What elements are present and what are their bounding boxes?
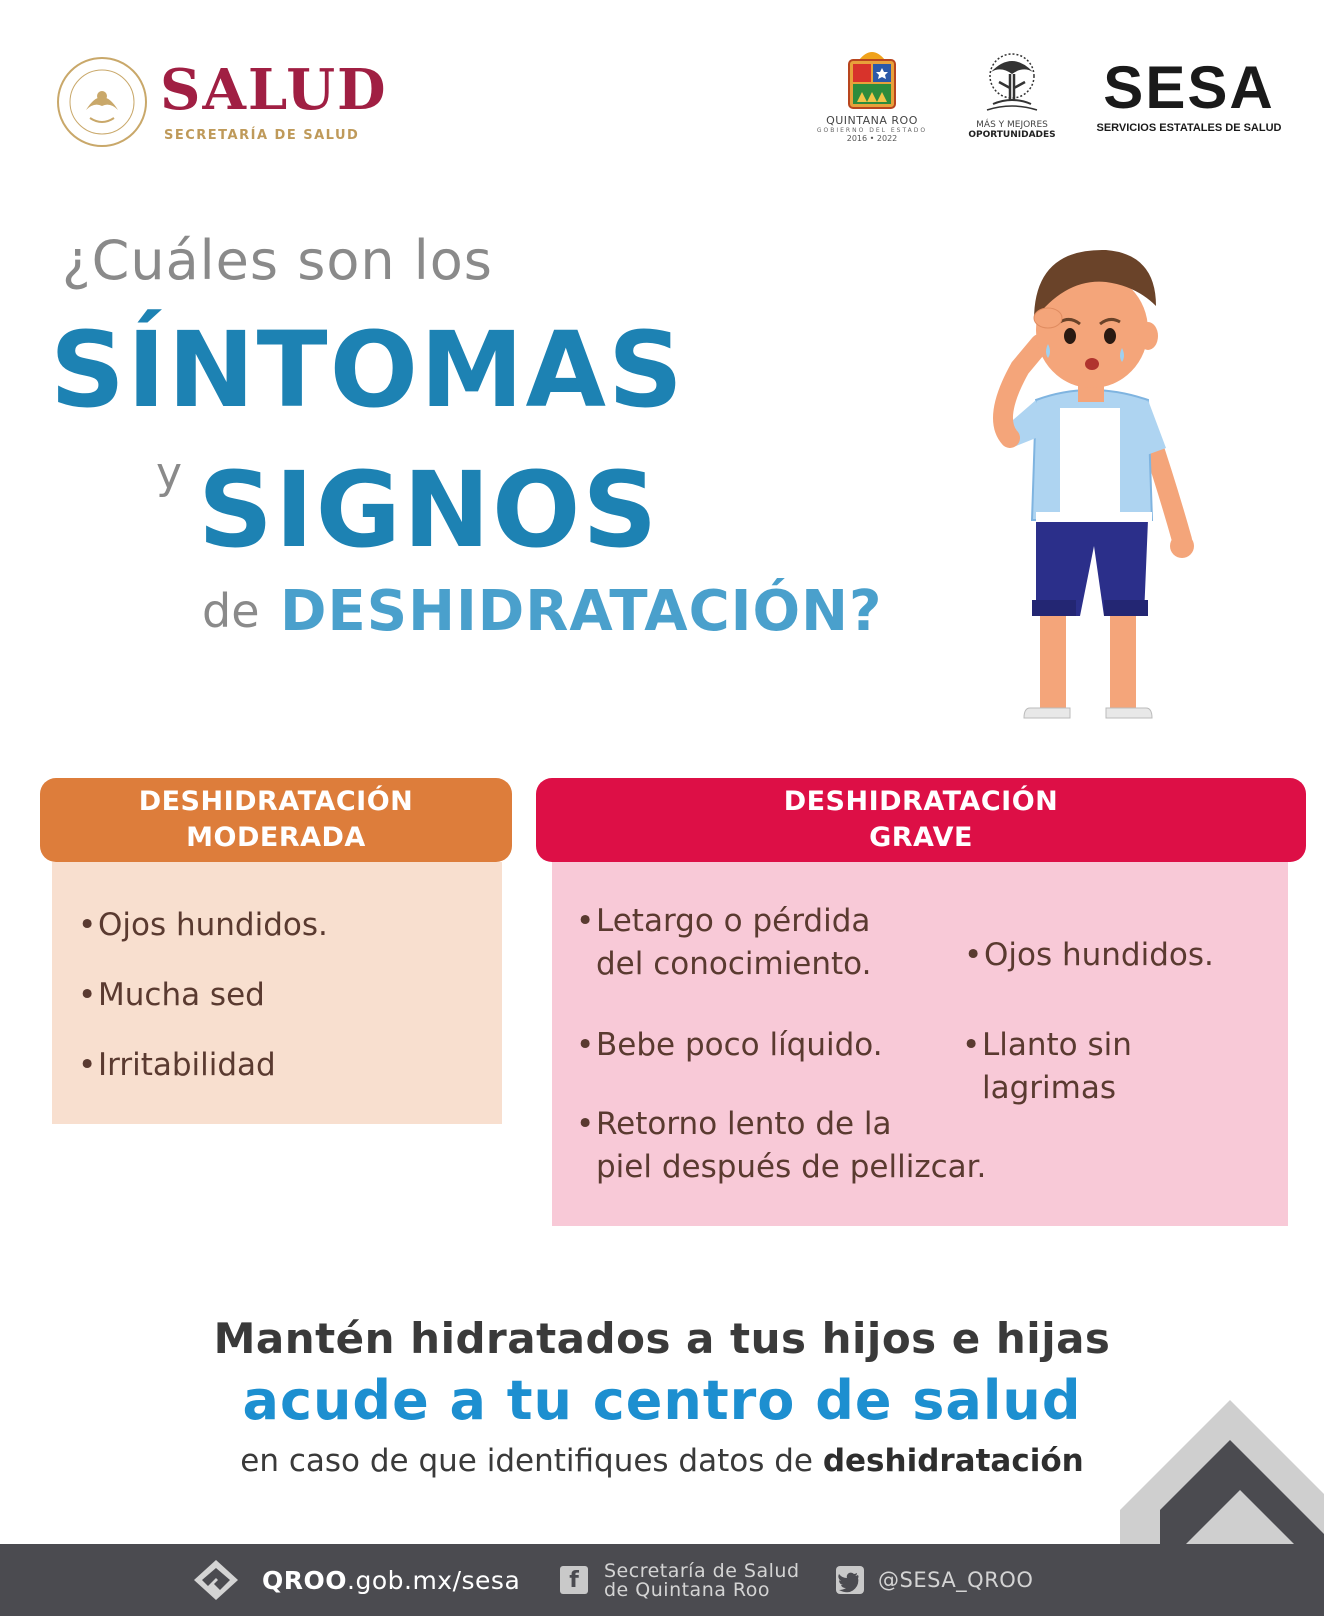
- title-question: ¿Cuáles son los: [62, 229, 493, 292]
- moderada-header-line1: DESHIDRATACIÓN: [138, 786, 414, 818]
- mexico-seal-icon: [56, 56, 148, 148]
- moderada-item: [78, 974, 265, 1017]
- facebook-line1: Secretaría de Salud: [604, 1560, 800, 1582]
- bullet: •: [962, 1027, 981, 1063]
- sesa-title: SESA: [1103, 54, 1275, 121]
- salud-logo: [56, 56, 396, 156]
- grave-item-text: Llanto sin: [982, 1027, 1132, 1063]
- grave-item: [964, 934, 1214, 977]
- mas-mejores-oportunidades-logo: [952, 48, 1072, 158]
- footer: [0, 1544, 1324, 1616]
- message-line3-bold: deshidratación: [822, 1443, 1084, 1479]
- facebook-line2: de Quintana Roo: [604, 1579, 771, 1601]
- grave-item-text: piel después de pellizcar.: [596, 1148, 987, 1185]
- qroo-footer-logo-icon: [194, 1560, 238, 1600]
- facebook-icon[interactable]: f: [560, 1566, 588, 1594]
- title-sintomas: SÍNTOMAS: [50, 309, 685, 431]
- message-line2: acude a tu centro de salud: [242, 1369, 1082, 1432]
- bullet: •: [964, 937, 983, 973]
- grave-item-text: lagrimas: [982, 1069, 1116, 1106]
- moderada-item-text: Irritabilidad: [98, 1047, 276, 1083]
- message-line3-prefix: en caso de que identifiques datos de: [240, 1443, 813, 1479]
- salud-subtitle: SECRETARÍA DE SALUD: [164, 128, 360, 143]
- grave-item: [576, 1103, 987, 1189]
- moderada-item: [78, 904, 328, 947]
- twitter-icon[interactable]: [836, 1566, 864, 1594]
- bullet: •: [576, 1106, 595, 1142]
- title-de: de: [202, 584, 260, 638]
- moderada-item-text: Mucha sed: [98, 977, 265, 1013]
- bullet: •: [78, 1047, 97, 1083]
- grave-item-text: del conocimiento.: [596, 945, 872, 982]
- bullet: •: [576, 1027, 595, 1063]
- mas-mejores-line1: MÁS Y MEJORES: [976, 120, 1048, 130]
- moderada-header-line2: MODERADA: [186, 822, 366, 853]
- grave-item-text: Retorno lento de la: [596, 1106, 892, 1142]
- twitter-handle[interactable]: @SESA_QROO: [878, 1568, 1034, 1592]
- title-deshidratacion: DESHIDRATACIÓN?: [280, 579, 883, 644]
- grave-item: [576, 900, 872, 986]
- moderada-item-text: Ojos hundidos.: [98, 907, 328, 943]
- dehydrated-boy-illustration: [960, 240, 1220, 740]
- grave-item: [576, 1024, 883, 1067]
- sesa-logo: [1076, 54, 1302, 134]
- quintana-roo-years: 2016 • 2022: [846, 134, 898, 143]
- moderada-item: [78, 1044, 276, 1087]
- grave-item-text: Ojos hundidos.: [984, 937, 1214, 973]
- grave-item: [962, 1024, 1132, 1110]
- website-link[interactable]: [262, 1566, 520, 1595]
- twitter-bird-icon: [836, 1566, 864, 1594]
- bullet: •: [78, 977, 97, 1013]
- quintana-roo-shield-icon: [845, 46, 899, 112]
- website-bold: QROO: [262, 1566, 348, 1595]
- salud-title: SALUD: [160, 57, 388, 123]
- mas-mejores-line2: OPORTUNIDADES: [968, 130, 1056, 140]
- quintana-roo-logo: [812, 46, 932, 156]
- bullet: •: [576, 903, 595, 939]
- message-line1: Mantén hidratados a tus hijos e hijas: [213, 1314, 1111, 1363]
- tree-icon: [975, 48, 1049, 118]
- grave-item-text: Bebe poco líquido.: [596, 1027, 883, 1063]
- grave-item-text: Letargo o pérdida: [596, 903, 871, 939]
- bullet: •: [78, 907, 97, 943]
- quintana-roo-name: QUINTANA ROO: [826, 114, 918, 127]
- quintana-roo-gobierno: GOBIERNO DEL ESTADO: [816, 127, 928, 134]
- grave-header-line2: GRAVE: [869, 822, 973, 853]
- facebook-link[interactable]: [604, 1562, 800, 1600]
- grave-header: [536, 778, 1306, 862]
- moderada-header: [40, 778, 512, 862]
- title-y: y: [156, 448, 183, 499]
- sesa-subtitle: SERVICIOS ESTATALES DE SALUD: [1096, 122, 1282, 134]
- grave-header-line1: DESHIDRATACIÓN: [783, 786, 1059, 818]
- website-rest: .gob.mx/sesa: [347, 1566, 521, 1595]
- title-signos: SIGNOS: [198, 449, 660, 571]
